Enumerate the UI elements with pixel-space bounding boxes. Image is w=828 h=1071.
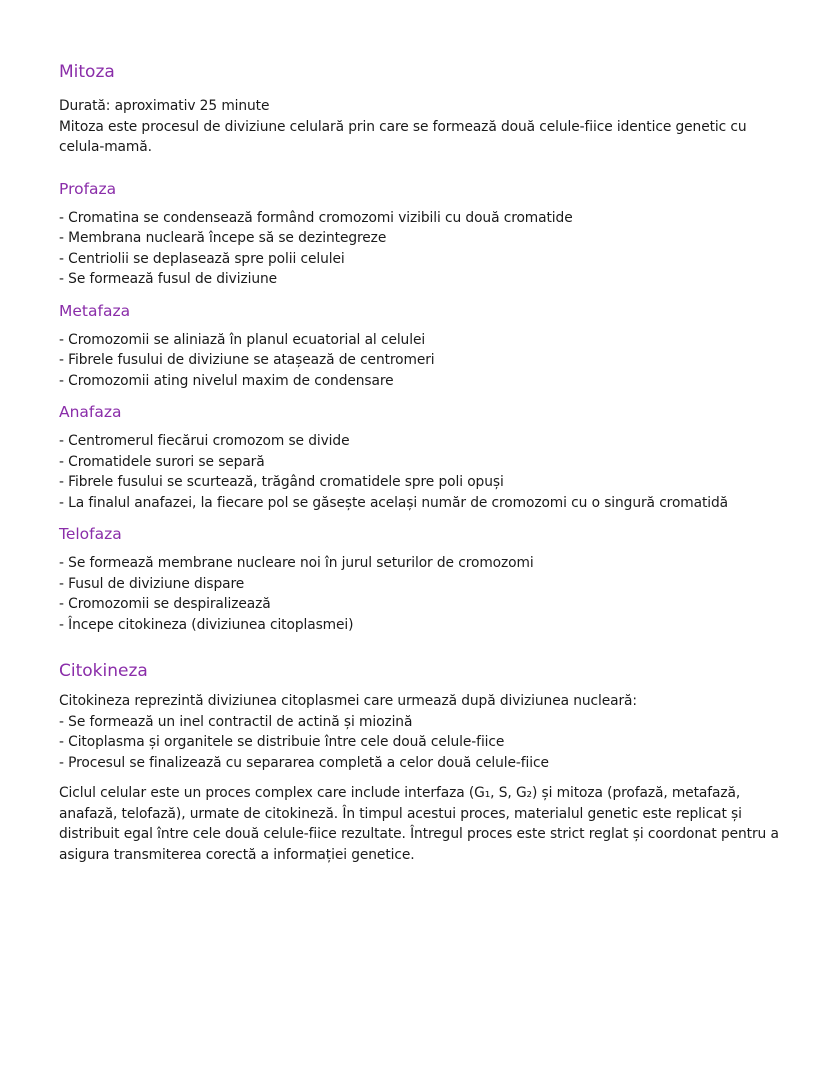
list-item: - Cromozomii ating nivelul maxim de condensare (59, 372, 394, 389)
anafaza-list (59, 431, 779, 513)
list-item: - Citoplasma și organitele se distribuie între cele două celule-fiice (59, 734, 505, 750)
list-item: - Se formează un inel contractil de actină și miozină (59, 713, 413, 730)
list-item: - Cromozomii se aliniază în planul ecuatorial al celulei (59, 331, 426, 348)
list-item: - Procesul se finalizează cu separarea completă a celor două celule-fiice (59, 754, 549, 771)
intro-block (59, 96, 779, 158)
page-title: Mitoza (59, 62, 115, 82)
list-item: - Membrana nucleară începe să se dezintegreze (59, 230, 387, 246)
section-heading-metafaza: Metafaza (59, 301, 131, 320)
metafaza-list (59, 330, 779, 392)
document-page (59, 60, 779, 865)
telofaza-list (59, 553, 779, 635)
list-item: - Centromerul fiecărui cromozom se divide (59, 433, 350, 449)
list-item: - Centriolii se deplasează spre polii celulei (59, 250, 345, 267)
list-item: - Începe citokineza (diviziunea citoplasmei) (59, 616, 354, 633)
list-item: - Fusul de diviziune dispare (59, 575, 245, 592)
section-heading-citokineza: Citokineza (59, 661, 148, 681)
list-item: - La finalul anafazei, la fiecare pol se găsește același număr de cromozomi cu o singură cromatidă (59, 494, 729, 511)
section-heading-anafaza: Anafaza (59, 403, 122, 421)
list-item: - Cromatidele surori se separă (59, 453, 265, 470)
conclusion-paragraph: Ciclul celular este un proces complex care include interfaza (G₁, S, G₂) și mitoza (profază, metafază, anafază, telofază), urmate de citokineză. În timpul acestui proces, materialul genetic este replicat și distribuit egal între cele două celule-fiice rezultate. Întregul proces este strict reglat și coordonat pentru a asigura transmiterea corectă a informației genetice. (59, 785, 779, 863)
list-item: - Se formează fusul de diviziune (59, 271, 278, 287)
list-item: - Se formează membrane nucleare noi în jurul seturilor de cromozomi (59, 555, 534, 571)
duration-text: Durată: aproximativ 25 minute (59, 98, 270, 114)
definition-text: Mitoza este procesul de diviziune celulară prin care se formează două celule-fiice identice genetic cu celula-mamă. (59, 118, 747, 155)
citokineza-list (59, 712, 779, 774)
section-heading-telofaza: Telofaza (59, 525, 122, 543)
citokineza-lead: Citokineza reprezintă diviziunea citoplasmei care urmează după diviziunea nucleară: (59, 693, 637, 709)
list-item: - Cromozomii se despiralizează (59, 596, 271, 612)
section-heading-profaza: Profaza (59, 179, 117, 198)
profaza-list (59, 208, 779, 290)
list-item: - Cromatina se condensează formând cromozomi vizibili cu două cromatide (59, 209, 573, 226)
list-item: - Fibrele fusului de diviziune se atașează de centromeri (59, 352, 435, 368)
list-item: - Fibrele fusului se scurtează, trăgând cromatidele spre poli opuși (59, 474, 504, 490)
